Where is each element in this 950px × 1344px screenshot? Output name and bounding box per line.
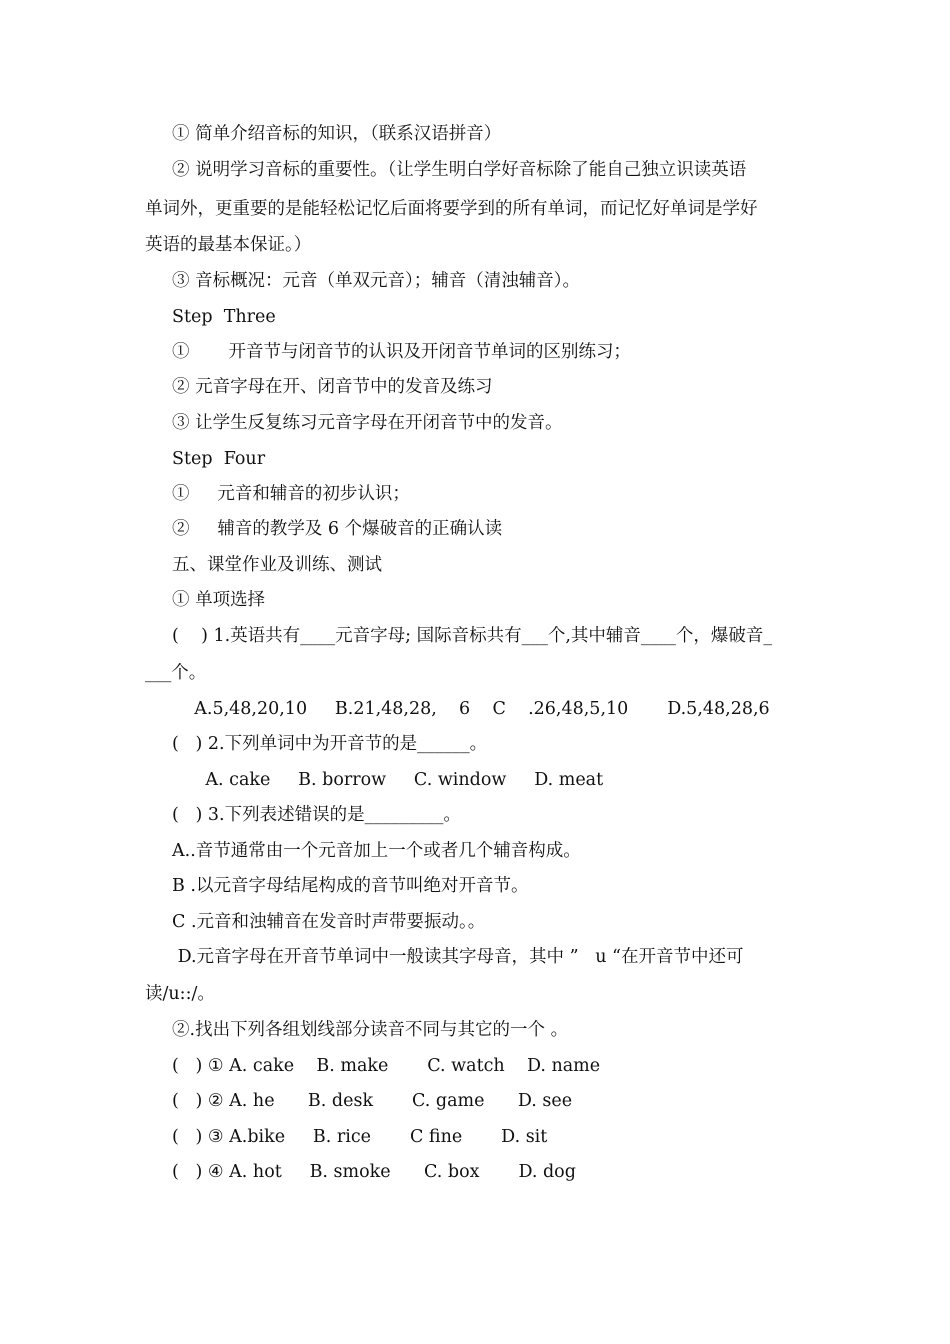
text-line: ③ 让学生反复练习元音字母在开闭音节中的发音。 bbox=[172, 413, 563, 433]
option-line: B .以元音字母结尾构成的音节叫绝对开音节。 bbox=[172, 876, 529, 896]
question-line: ( ) 1.英语共有____元音字母; 国际音标共有___个,其中辅音____个，爆破音_ bbox=[172, 626, 773, 646]
section-heading: ②.找出下列各组划线部分读音不同与其它的一个 。 bbox=[172, 1020, 569, 1040]
option-line: A..音节通常由一个元音加上一个或者几个辅音构成。 bbox=[172, 841, 581, 861]
text-line: 英语的最基本保证。） bbox=[145, 235, 312, 255]
option-line: 读/u::/。 bbox=[145, 984, 215, 1004]
step-heading: Step Three bbox=[172, 307, 276, 327]
text-line: ③ 音标概况：元音（单双元音）；辅音（清浊辅音）。 bbox=[172, 271, 581, 291]
section-heading: 五、课堂作业及训练、测试 bbox=[172, 555, 382, 575]
options-line: A.5,48,20,10 B.21,48,28, 6 C .26,48,5,10 D.5,48,28,6 bbox=[172, 699, 770, 719]
text-line: ① 元音和辅音的初步认识； bbox=[172, 484, 410, 504]
text-line: 单词外，更重要的是能轻松记忆后面将要学到的所有单词，而记忆好单词是学好 bbox=[145, 199, 758, 219]
option-line: D.元音字母在开音节单词中一般读其字母音，其中 ” u “在开音节中还可 bbox=[172, 947, 744, 967]
question-line: ( ) ① A. cake B. make C. watch D. name bbox=[172, 1056, 601, 1076]
text-line: ① 单项选择 bbox=[172, 590, 266, 610]
question-line: ___个。 bbox=[145, 663, 207, 683]
question-line: ( ) 2.下列单词中为开音节的是______。 bbox=[172, 734, 488, 754]
text-line: ② 元音字母在开、闭音节中的发音及练习 bbox=[172, 377, 493, 397]
question-line: ( ) ③ A.bike B. rice C fine D. sit bbox=[172, 1127, 548, 1147]
text-line: ② 说明学习音标的重要性。（让学生明白学好音标除了能自己独立识读英语 bbox=[172, 160, 747, 180]
question-line: ( ) ④ A. hot B. smoke C. box D. dog bbox=[172, 1162, 576, 1182]
text-line: ② 辅音的教学及 6 个爆破音的正确认读 bbox=[172, 519, 503, 539]
question-line: ( ) 3.下列表述错误的是_________。 bbox=[172, 805, 461, 825]
text-line: ① 开音节与闭音节的认识及开闭音节单词的区别练习； bbox=[172, 342, 631, 362]
text-line: ① 简单介绍音标的知识，（联系汉语拼音） bbox=[172, 124, 502, 144]
question-line: ( ) ② A. he B. desk C. game D. see bbox=[172, 1091, 573, 1111]
option-line: C .元音和浊辅音在发音时声带要振动。。 bbox=[172, 912, 486, 932]
step-heading: Step Four bbox=[172, 449, 266, 469]
options-line: A. cake B. borrow C. window D. meat bbox=[172, 770, 604, 790]
